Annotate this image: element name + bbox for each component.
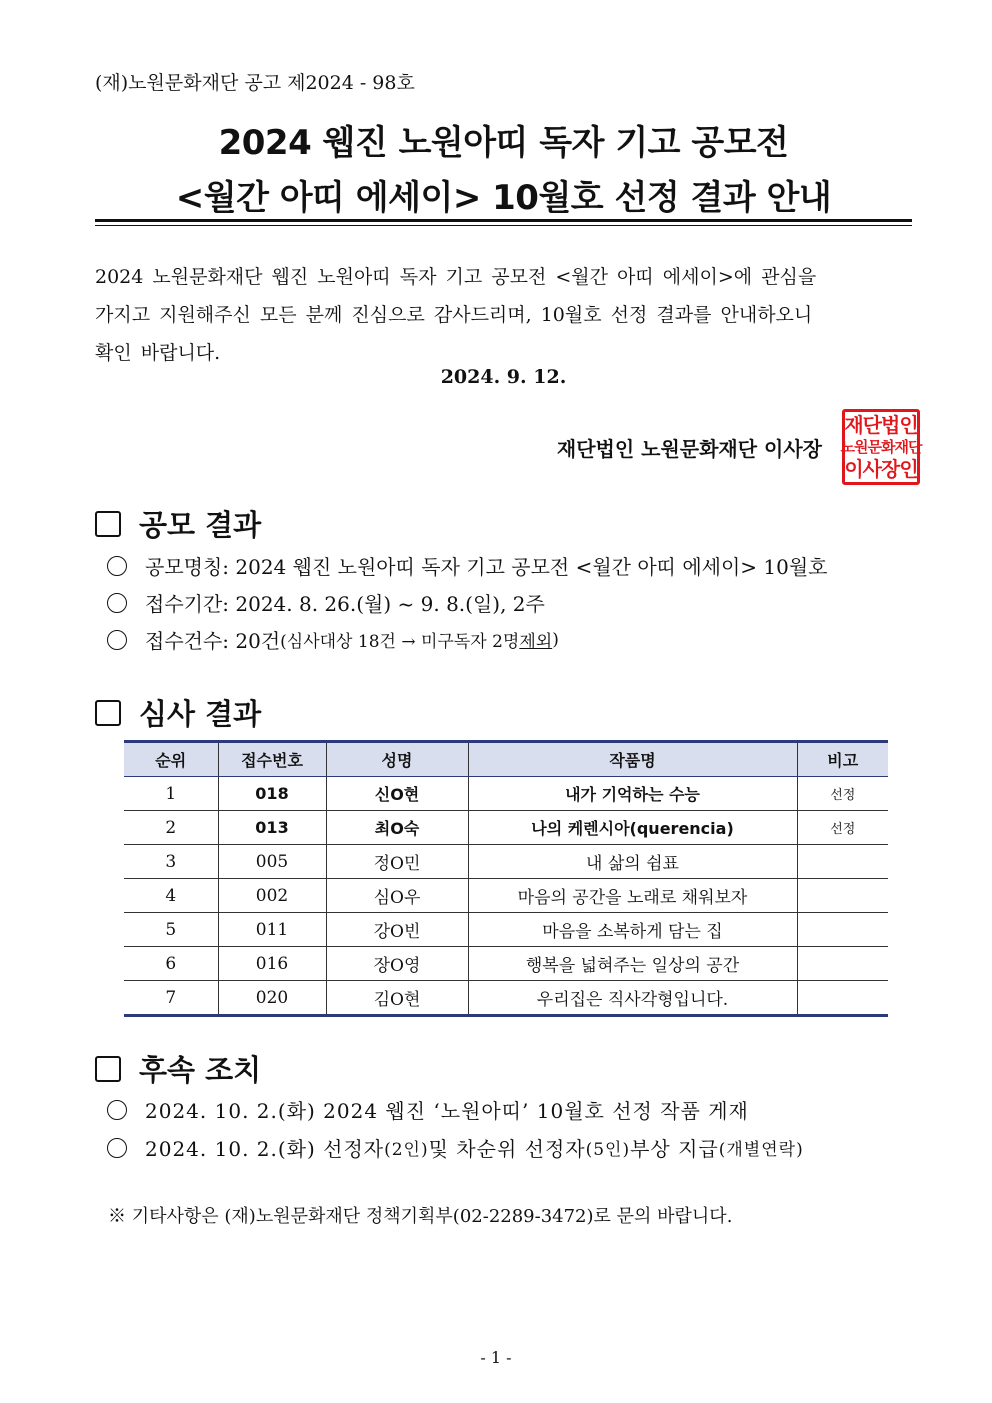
cell-work: 나의 케렌시아(querencia) — [468, 811, 797, 845]
title-rule-thin — [95, 225, 912, 226]
title-rule-thick — [95, 219, 912, 222]
cell-note — [797, 947, 888, 981]
item-detail-underlined: 제외 — [519, 632, 553, 652]
circle-bullet-icon — [107, 630, 127, 650]
section-title: 공모 결과 — [139, 508, 262, 542]
circle-bullet-icon — [107, 556, 127, 576]
section-heading-contest-result — [95, 503, 261, 544]
item-label-small: (5인) — [585, 1140, 631, 1160]
cell-name: 강O빈 — [326, 913, 468, 947]
intro-line: 2024 노원문화재단 웹진 노원아띠 독자 기고 공모전 <월간 아띠 에세이>에 관심을 — [95, 266, 817, 288]
cell-work: 내가 기억하는 수능 — [468, 777, 797, 811]
item-label: 및 차순위 선정자 — [428, 1137, 586, 1161]
table-header-row — [124, 742, 888, 777]
cell-note — [797, 879, 888, 913]
column-header: 순위 — [124, 742, 218, 777]
seal-text: 재단법인 — [844, 413, 918, 437]
cell-entry-no: 013 — [218, 811, 326, 845]
table-row — [124, 845, 888, 879]
cell-rank: 1 — [124, 777, 218, 811]
cell-work: 마음을 소복하게 담는 집 — [468, 913, 797, 947]
cell-name: 김O현 — [326, 981, 468, 1016]
section-heading-follow-up — [95, 1048, 261, 1089]
page-number: - 1 - — [480, 1348, 512, 1367]
list-item — [107, 1133, 804, 1162]
list-item — [107, 588, 545, 617]
column-header: 접수번호 — [218, 742, 326, 777]
cell-rank: 3 — [124, 845, 218, 879]
table-row — [124, 913, 888, 947]
notice-date: 2024. 9. 12. — [440, 366, 567, 388]
column-header: 비고 — [797, 742, 888, 777]
section-heading-review-result — [95, 692, 261, 733]
cell-entry-no: 016 — [218, 947, 326, 981]
cell-note — [797, 981, 888, 1016]
section-title: 심사 결과 — [139, 697, 262, 731]
column-header: 성명 — [326, 742, 468, 777]
cell-entry-no: 002 — [218, 879, 326, 913]
cell-rank: 6 — [124, 947, 218, 981]
cell-name: 신O현 — [326, 777, 468, 811]
cell-entry-no: 020 — [218, 981, 326, 1016]
cell-rank: 2 — [124, 811, 218, 845]
item-label: 부상 지급 — [630, 1137, 719, 1161]
item-label: 공모명칭: 2024 웹진 노원아띠 독자 기고 공모전 <월간 아띠 에세이> 10월호 — [145, 555, 828, 579]
cell-name: 정O민 — [326, 845, 468, 879]
cell-work: 행복을 넓혀주는 일상의 공간 — [468, 947, 797, 981]
results-table — [124, 740, 888, 1017]
notice-number: (재)노원문화재단 공고 제2024 - 98호 — [95, 72, 415, 94]
cell-work: 우리집은 직사각형입니다. — [468, 981, 797, 1016]
seal-text: 이사장인 — [844, 457, 918, 481]
item-detail: (심사대상 18건 → 미구독자 2명 — [280, 632, 520, 652]
cell-name: 심O우 — [326, 879, 468, 913]
cell-name: 장O영 — [326, 947, 468, 981]
circle-bullet-icon — [107, 1138, 127, 1158]
checkbox-square-icon — [95, 700, 121, 726]
cell-entry-no: 005 — [218, 845, 326, 879]
intro-paragraph — [95, 258, 895, 372]
item-label: 접수건수: 20건 — [145, 629, 281, 653]
table-row — [124, 879, 888, 913]
cell-name: 최O숙 — [326, 811, 468, 845]
item-detail-end: ) — [552, 629, 559, 650]
checkbox-square-icon — [95, 511, 121, 537]
item-label-small: (개별연락) — [718, 1140, 804, 1160]
checkbox-square-icon — [95, 1056, 121, 1082]
item-label: 2024. 10. 2.(화) 2024 웹진 ‘노원아띠’ 10월호 선정 작품 게재 — [145, 1099, 749, 1123]
circle-bullet-icon — [107, 593, 127, 613]
table-row — [124, 811, 888, 845]
list-item — [107, 625, 559, 654]
section-title: 후속 조치 — [139, 1053, 262, 1087]
cell-rank: 7 — [124, 981, 218, 1016]
item-label: 접수기간: 2024. 8. 26.(월) ~ 9. 8.(일), 2주 — [145, 592, 545, 616]
column-header: 작품명 — [468, 742, 797, 777]
cell-note: 선정 — [797, 777, 888, 811]
list-item — [107, 551, 828, 580]
cell-entry-no: 011 — [218, 913, 326, 947]
intro-line: 확인 바랍니다. — [95, 342, 221, 364]
cell-note — [797, 845, 888, 879]
document-title-line2: <월간 아띠 에세이> 10월호 선정 결과 안내 — [175, 178, 832, 218]
cell-note: 선정 — [797, 811, 888, 845]
footnote: ※ 기타사항은 (재)노원문화재단 정책기획부(02-2289-3472)로 문의 바랍니다. — [108, 1206, 733, 1227]
cell-rank: 5 — [124, 913, 218, 947]
seal-text: 노원문화재단 — [840, 438, 922, 456]
cell-work: 내 삶의 쉼표 — [468, 845, 797, 879]
cell-work: 마음의 공간을 노래로 채워보자 — [468, 879, 797, 913]
item-label: 2024. 10. 2.(화) 선정자 — [145, 1137, 385, 1161]
circle-bullet-icon — [107, 1100, 127, 1120]
list-item — [107, 1095, 749, 1124]
item-label-small: (2인) — [384, 1140, 429, 1160]
document-title-line1: 2024 웹진 노원아띠 독자 기고 공모전 — [218, 123, 789, 163]
table-row — [124, 981, 888, 1016]
official-seal — [842, 409, 920, 485]
issuer-name: 재단법인 노원문화재단 이사장 — [556, 437, 822, 461]
cell-note — [797, 913, 888, 947]
table-row — [124, 777, 888, 811]
cell-entry-no: 018 — [218, 777, 326, 811]
intro-line: 가지고 지원해주신 모든 분께 진심으로 감사드리며, 10월호 선정 결과를 안내하오니 — [95, 304, 813, 326]
cell-rank: 4 — [124, 879, 218, 913]
table-row — [124, 947, 888, 981]
